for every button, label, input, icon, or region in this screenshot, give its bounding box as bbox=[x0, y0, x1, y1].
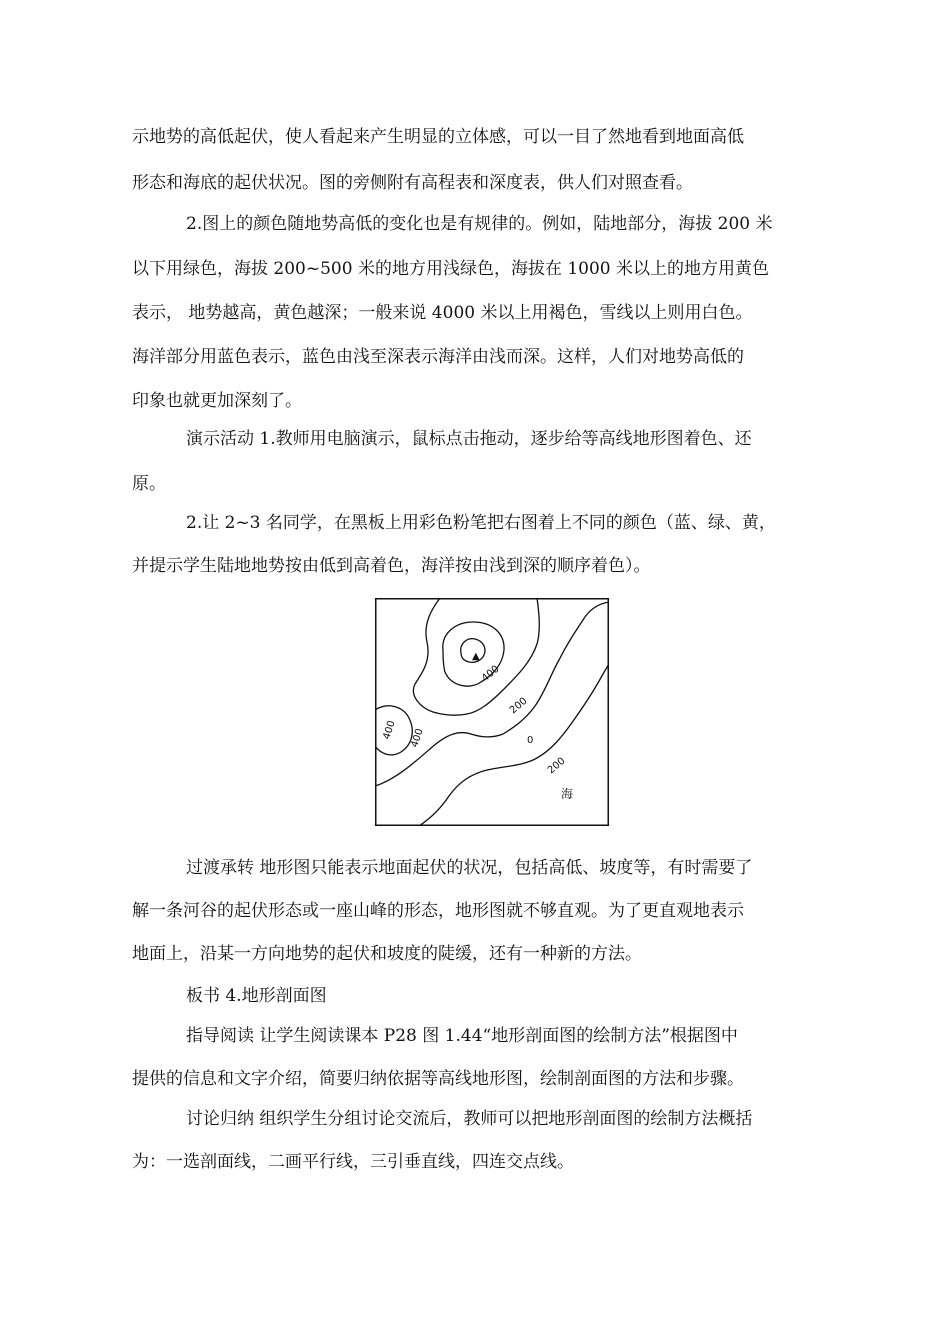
text-line: 并提示学生陆地地势按由低到高着色，海洋按由浅到深的顺序着色）。 bbox=[132, 556, 651, 576]
text-line: 演示活动 1.教师用电脑演示，鼠标点击拖动，逐步给等高线地形图着色、还 bbox=[186, 429, 752, 449]
ridge-200-label: 200 bbox=[507, 695, 530, 717]
peak-400-label: 400 bbox=[479, 663, 502, 685]
text-line: 地面上，沿某一方向地势的起伏和坡度的陡缓，还有一种新的方法。 bbox=[132, 944, 642, 964]
text-line: 印象也就更加深刻了。 bbox=[132, 391, 302, 411]
text-line: 过渡承转 地形图只能表示地面起伏的状况，包括高低、坡度等，有时需要了 bbox=[186, 858, 753, 878]
text-line: 海洋部分用蓝色表示，蓝色由浅至深表示海洋由浅而深。这样，人们对地势高低的 bbox=[132, 347, 744, 367]
contour-map-figure bbox=[375, 598, 609, 826]
map-frame bbox=[376, 599, 609, 826]
left-400-label-b: 400 bbox=[409, 727, 426, 749]
text-line: 示地势的高低起伏，使人看起来产生明显的立体感，可以一目了然地看到地面高低 bbox=[132, 127, 744, 147]
peak-symbol: ▲ bbox=[472, 651, 480, 662]
text-line: 提供的信息和文字介绍，简要归纳依据等高线地形图，绘制剖面图的方法和步骤。 bbox=[132, 1069, 744, 1089]
text-line: 解一条河谷的起伏形态或一座山峰的形态，地形图就不够直观。为了更直观地表示 bbox=[132, 901, 744, 921]
sea-200-label: 200 bbox=[545, 755, 568, 777]
text-line: 指导阅读 让学生阅读课本 P28 图 1.44“地形剖面图的绘制方法”根据图中 bbox=[186, 1026, 738, 1046]
coast-0-label: 0 bbox=[527, 735, 534, 746]
text-line: 2.让 2~3 名同学，在黑板上用彩色粉笔把右图着上不同的颜色（蓝、绿、黄， bbox=[186, 513, 776, 533]
text-line: 表示， 地势越高，黄色越深；一般来说 4000 米以上用褐色，雪线以上则用白色。 bbox=[132, 303, 753, 323]
text-line: 2.图上的颜色随地势高低的变化也是有规律的。例如，陆地部分，海拔 200 米 bbox=[186, 214, 773, 234]
text-line: 以下用绿色，海拔 200~500 米的地方用浅绿色，海拔在 1000 米以上的地方用黄色 bbox=[132, 259, 770, 279]
contour-map bbox=[375, 598, 609, 826]
section-heading: 板书 4.地形剖面图 bbox=[186, 986, 327, 1006]
sea-label: 海 bbox=[561, 787, 574, 801]
left-400-label-a: 400 bbox=[381, 719, 398, 741]
text-line: 讨论归纳 组织学生分组讨论交流后，教师可以把地形剖面图的绘制方法概括 bbox=[186, 1109, 753, 1129]
text-line: 原。 bbox=[132, 474, 166, 494]
text-line: 形态和海底的起伏状况。图的旁侧附有高程表和深度表，供人们对照查看。 bbox=[132, 173, 693, 193]
text-line: 为：一选剖面线，二画平行线，三引垂直线，四连交点线。 bbox=[132, 1152, 574, 1172]
